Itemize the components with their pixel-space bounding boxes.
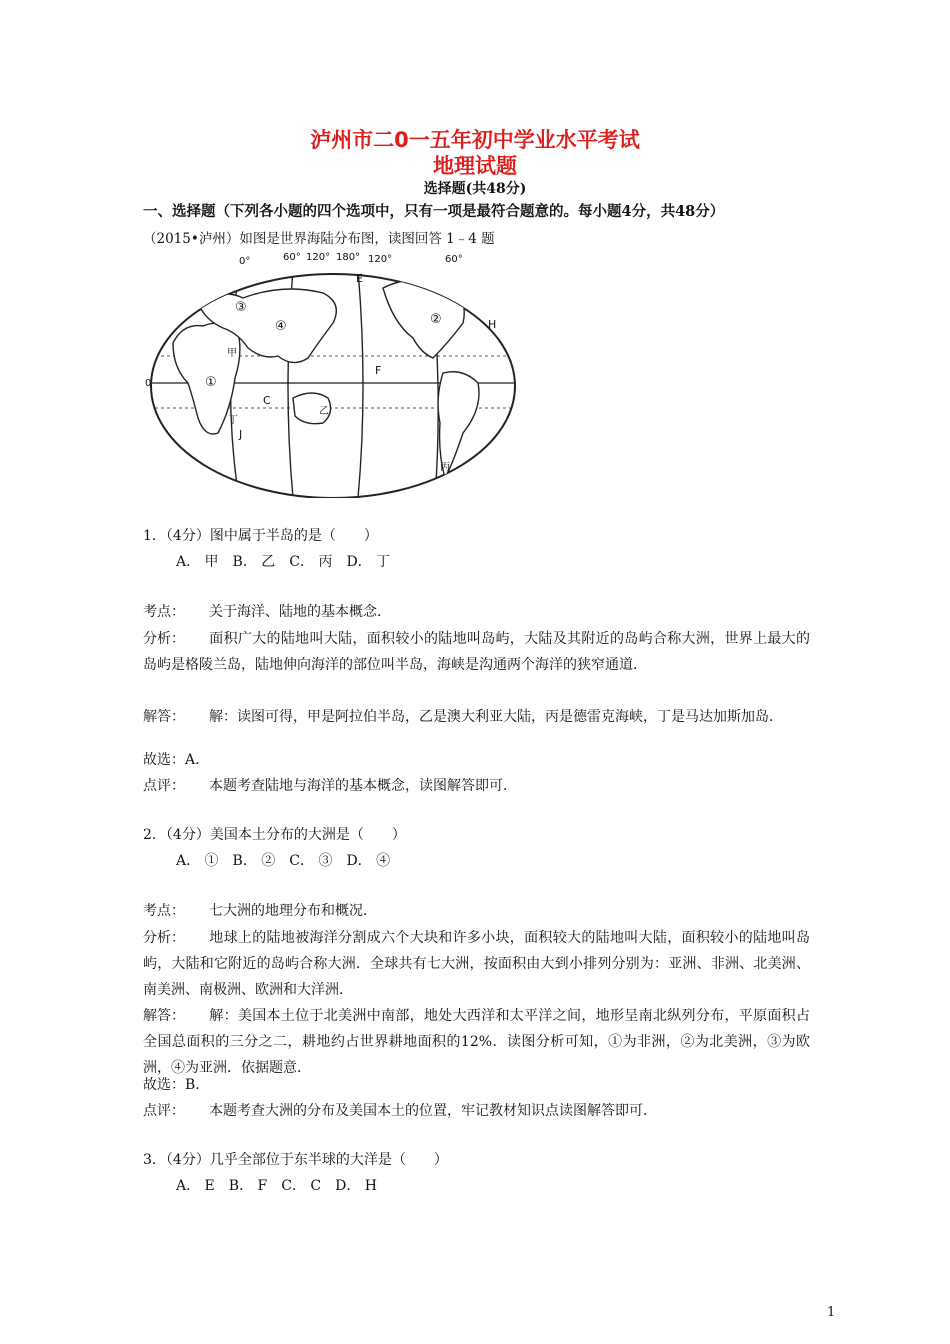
analysis-dianping bbox=[143, 1098, 808, 1125]
question-options: A． E B． F C． C D． H bbox=[176, 1178, 377, 1194]
analysis-fenxi bbox=[143, 925, 810, 1003]
fenxi-label: 分析： bbox=[143, 930, 185, 946]
jieda-label: 解答： bbox=[143, 709, 185, 725]
fenxi-text: 面积广大的陆地叫大陆，面积较小的陆地叫岛屿，大陆及其附近的岛屿合称大洲，世界上最大的岛屿是格陵兰岛，陆地伸向海洋的部位叫半岛，海峡是沟通两个海洋的狭窄通道． bbox=[143, 631, 810, 673]
ocean-mark: E bbox=[356, 272, 363, 285]
question-intro: （2015•泸州）如图是世界海陆分布图，读图回答 1﹣4 题 bbox=[143, 231, 495, 247]
section-heading: 一、选择题（下列各小题的四个选项中，只有一项是最符合题意的。每小题4分，共48分） bbox=[143, 203, 725, 220]
lon-label: 180° bbox=[336, 252, 361, 263]
feature-mark: 甲 bbox=[227, 348, 237, 359]
feature-mark: 丙 bbox=[440, 462, 450, 473]
lon-label: 60° bbox=[445, 254, 463, 265]
analysis-jieda bbox=[143, 1003, 810, 1081]
question-stem: 2．（4分）美国本土分布的大洲是（ ） bbox=[143, 827, 406, 843]
lon-label: 60° bbox=[283, 252, 301, 263]
ocean-mark: H bbox=[488, 318, 497, 331]
jieda-label: 解答： bbox=[143, 1008, 185, 1024]
lat-label: 0 bbox=[145, 378, 152, 389]
ocean-mark: J bbox=[239, 428, 243, 441]
page-title: 泸州市二0一五年初中学业水平考试 bbox=[310, 128, 640, 152]
jieda-text: 解：读图可得，甲是阿拉伯半岛，乙是澳大利亚大陆，丙是德雷克海峡，丁是马达加斯加岛． bbox=[209, 709, 783, 725]
question-options: A． 甲 B． 乙 C． 丙 D． 丁 bbox=[176, 554, 391, 570]
kaodian-label: 考点： bbox=[143, 604, 185, 620]
ocean-mark: C bbox=[263, 394, 271, 407]
page-number: 1 bbox=[827, 1305, 836, 1320]
jieda-text: 解：美国本土位于北美洲中南部，地处大西洋和太平洋之间，地形呈南北纵列分布，平原面积占全国总面积的三分之二，耕地约占世界耕地面积的12%．读图分析可知，①为非洲，②为北美洲，③为欧洲，④为亚洲．依据题意． bbox=[143, 1008, 810, 1076]
question-stem: 3．（4分）几乎全部位于东半球的大洋是（ ） bbox=[143, 1152, 448, 1168]
continent-mark: ② bbox=[430, 312, 442, 327]
analysis-fenxi bbox=[143, 626, 810, 678]
answer-choice: 故选：A． bbox=[143, 752, 210, 768]
analysis-dianping bbox=[143, 773, 808, 800]
continent-mark: ④ bbox=[275, 319, 287, 334]
lon-label: 120° bbox=[368, 254, 393, 265]
question-options: A． ① B． ② C． ③ D． ④ bbox=[176, 853, 391, 869]
fenxi-text: 地球上的陆地被海洋分割成六个大块和许多小块，面积较大的陆地叫大陆，面积较小的陆地叫岛屿，大陆和它附近的岛屿合称大洲．全球共有七大洲，按面积由大到小排列分别为：亚洲、非洲、北美洲、南美洲、南极洲、欧洲和大洋洲． bbox=[143, 930, 810, 998]
continent-mark: ③ bbox=[235, 300, 247, 315]
kaodian-text: 七大洲的地理分布和概况． bbox=[209, 903, 377, 919]
kaodian-text: 关于海洋、陆地的基本概念． bbox=[209, 604, 391, 620]
dianping-label: 点评： bbox=[143, 1103, 185, 1119]
ocean-mark: F bbox=[375, 364, 382, 377]
analysis-kaodian bbox=[143, 898, 808, 925]
kaodian-label: 考点： bbox=[143, 903, 185, 919]
continent-mark: ① bbox=[205, 375, 217, 390]
feature-mark: 丁 bbox=[228, 415, 238, 426]
question-stem: 1．（4分）图中属于半岛的是（ ） bbox=[143, 528, 378, 544]
lon-label: 0° bbox=[239, 256, 251, 267]
analysis-kaodian bbox=[143, 599, 808, 626]
lon-label: 120° bbox=[306, 252, 331, 263]
world-map-figure bbox=[143, 248, 523, 498]
page-subtitle: 地理试题 bbox=[433, 154, 517, 178]
feature-mark: 乙 bbox=[319, 406, 329, 417]
section-subtitle: 选择题(共48分) bbox=[423, 181, 527, 197]
dianping-text: 本题考查大洲的分布及美国本土的位置，牢记教材知识点读图解答即可． bbox=[209, 1103, 657, 1119]
greenland-shape bbox=[401, 262, 428, 281]
dianping-label: 点评： bbox=[143, 778, 185, 794]
analysis-jieda bbox=[143, 704, 810, 730]
answer-choice: 故选：B． bbox=[143, 1077, 210, 1093]
dianping-text: 本题考查陆地与海洋的基本概念，读图解答即可． bbox=[209, 778, 517, 794]
fenxi-label: 分析： bbox=[143, 631, 185, 647]
